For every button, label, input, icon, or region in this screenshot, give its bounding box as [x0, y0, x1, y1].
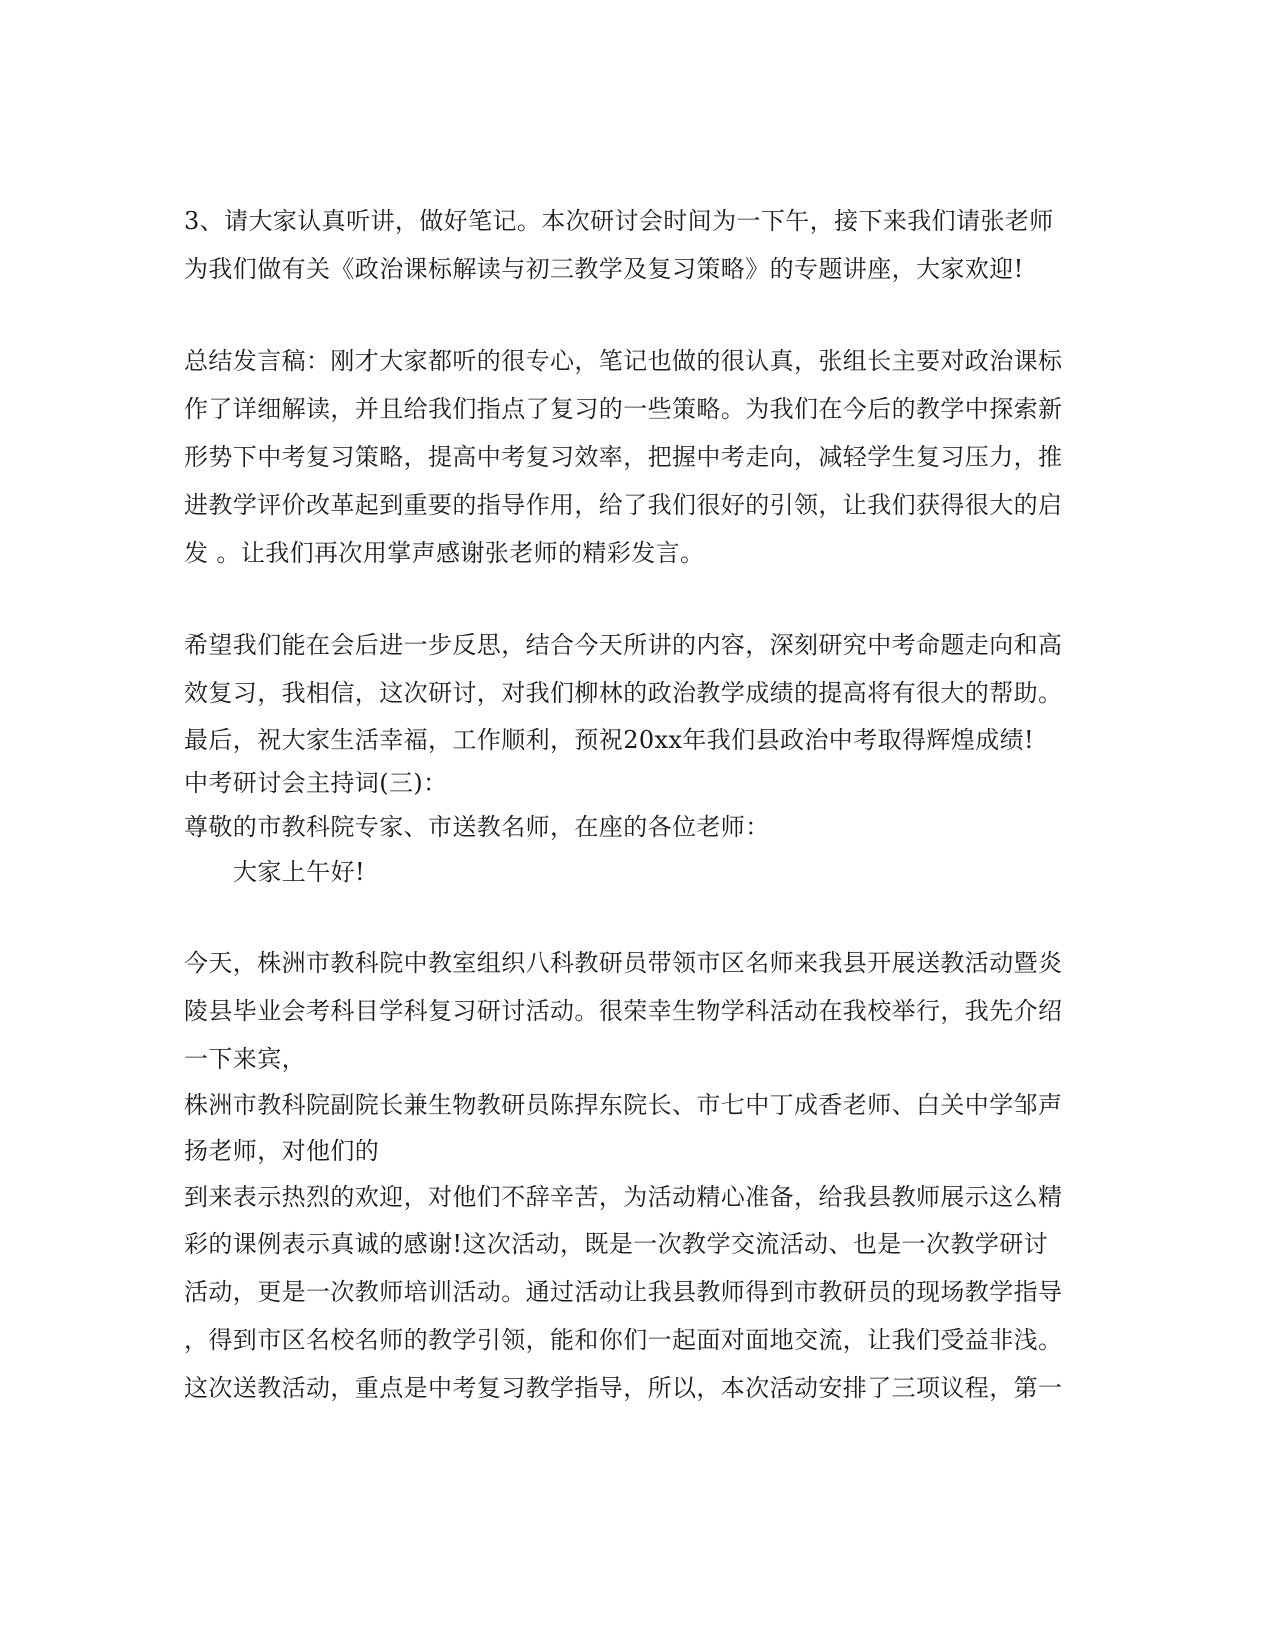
text-line: 株洲市教科院副院长兼生物教研员陈捍东院长、市七中丁成香老师、白关中学邹声 — [184, 1091, 1063, 1119]
salutation: 尊敬的市教科院专家、市送教名师，在座的各位老师： — [184, 813, 770, 841]
text-line: 希望我们能在会后进一步反思，结合今天所讲的内容，深刻研究中考命题走向和高 — [184, 631, 1063, 659]
text-line: 总结发言稿：刚才大家都听的很专心，笔记也做的很认真，张组长主要对政治课标 — [184, 347, 1063, 375]
section-heading: 中考研讨会主持词(三)： — [184, 769, 448, 797]
text-line: 扬老师，对他们的 — [184, 1137, 380, 1165]
text-line: 一下来宾， — [184, 1045, 306, 1073]
text-line: 3、请大家认真听讲，做好笔记。本次研讨会时间为一下午，接下来我们请张老师 — [184, 207, 1054, 235]
text-line: 发 。让我们再次用掌声感谢张老师的精彩发言。 — [184, 539, 705, 567]
text-line: 活动，更是一次教师培训活动。通过活动让我县教师得到市教研员的现场教学指导 — [184, 1278, 1063, 1306]
text-line: 这次送教活动，重点是中考复习教学指导，所以，本次活动安排了三项议程，第一 — [184, 1374, 1063, 1402]
text-line: 效复习，我相信，这次研讨，对我们柳林的政治教学成绩的提高将有很大的帮助。 — [184, 679, 1063, 707]
greeting: 大家上午好! — [233, 858, 366, 886]
text-line: 到来表示热烈的欢迎，对他们不辞辛苦，为活动精心准备，给我县教师展示这么精 — [184, 1183, 1063, 1211]
text-line: 陵县毕业会考科目学科复习研讨活动。很荣幸生物学科活动在我校举行，我先介绍 — [184, 997, 1063, 1025]
text-line: ，得到市区名校名师的教学引领，能和你们一起面对面地交流，让我们受益非浅。 — [184, 1326, 1063, 1354]
text-line: 作了详细解读，并且给我们指点了复习的一些策略。为我们在今后的教学中探索新 — [184, 395, 1063, 423]
text-line: 形势下中考复习策略，提高中考复习效率，把握中考走向，减轻学生复习压力，推 — [184, 443, 1063, 471]
text-line: 为我们做有关《政治课标解读与初三教学及复习策略》的专题讲座，大家欢迎! — [184, 255, 1024, 283]
text-line: 彩的课例表示真诚的感谢!这次活动，既是一次教学交流活动、也是一次教学研讨 — [184, 1230, 1049, 1258]
text-line: 进教学评价改革起到重要的指导作用，给了我们很好的引领，让我们获得很大的启 — [184, 491, 1063, 519]
text-line: 最后，祝大家生活幸福，工作顺利，预祝20xx年我们县政治中考取得辉煌成绩! — [184, 726, 1035, 754]
text-line: 今天，株洲市教科院中教室组织八科教研员带领市区名师来我县开展送教活动暨炎 — [184, 949, 1063, 977]
